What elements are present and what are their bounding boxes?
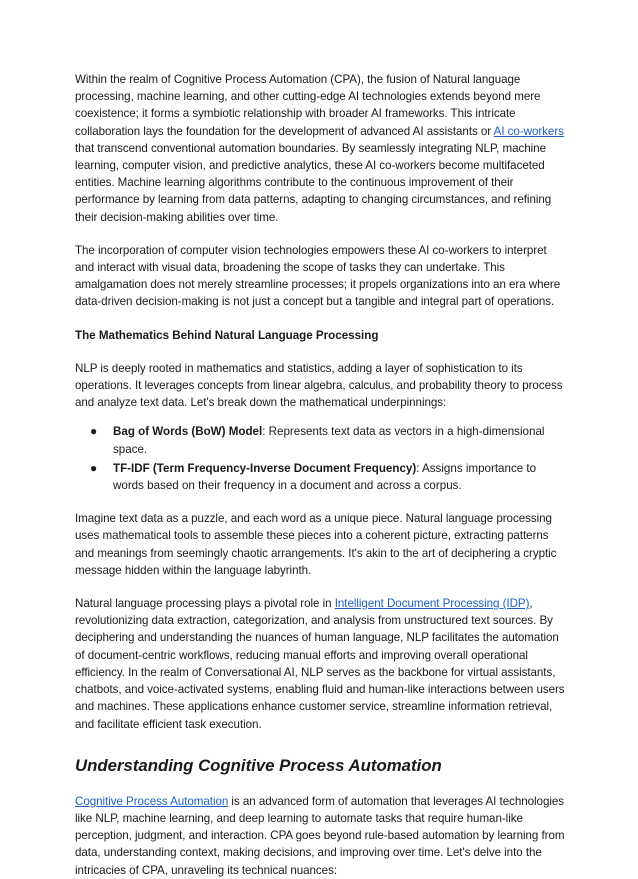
paragraph-nlp-math: NLP is deeply rooted in mathematics and statistics, adding a layer of sophistication to its operations. It leverages concepts from linear algebra, calculus, and probability theory to process and analyze text data. Let's break down the mathematical underpinnings: bbox=[75, 361, 563, 410]
heading-mathematics-nlp: The Mathematics Behind Natural Language Processing bbox=[75, 328, 379, 342]
paragraph-computer-vision: The incorporation of computer vision technologies empowers these AI co-workers to interpret and interact with visual data, broadening the scope of tasks they can undertake. This amalgamation does not merely streamline processes; it propels organizations into an era where data-driven decision-making is not just a concept but a tangible and integral part of operations. bbox=[75, 243, 561, 309]
list-item bbox=[90, 460, 568, 494]
cognitive-process-automation-link[interactable]: Cognitive Process Automation bbox=[75, 794, 229, 808]
paragraph-text: Natural language processing plays a pivotal role in bbox=[75, 597, 335, 611]
paragraph-text: that transcend conventional automation boundaries. By seamlessly integrating NLP, machine learning, computer vision, and predictive analytics, these AI co-workers become multifaceted entities. Machine learning algorithms contribute to the continuous improvement of their performance by learning from data patterns, adapting to changing circumstances, and refining their decision-making abilities over time. bbox=[75, 141, 552, 224]
paragraph-cpa-definition bbox=[75, 793, 568, 879]
list-item-desc: : Represents text data as vectors in a high-dimensional space. bbox=[113, 425, 545, 456]
list-item bbox=[90, 423, 568, 457]
paragraph-text: is an advanced form of automation that leverages AI technologies like NLP, machine learning, and deep learning to automate tasks that require human-like perception, judgment, and interaction. CPA goes beyond rule-based automation by learning from data, understanding context, making decisions, and improving over time. Let's delve into the intricacies of CPA, unraveling its technical nuances: bbox=[75, 794, 565, 877]
paragraph-puzzle: Imagine text data as a puzzle, and each word as a unique piece. Natural language processing uses mathematical tools to assemble these pieces into a coherent picture, extracting patterns and meanings from seemingly chaotic arrangements. It's akin to the art of deciphering a cryptic message hidden within the language labyrinth. bbox=[75, 512, 557, 577]
idp-link[interactable]: Intelligent Document Processing (IDP) bbox=[334, 597, 530, 611]
list-item-desc: : Assigns importance to words based on their frequency in a document and across a corpus. bbox=[113, 461, 537, 493]
paragraph-idp bbox=[75, 595, 568, 733]
heading-understanding-cpa: Understanding Cognitive Process Automation bbox=[75, 755, 442, 775]
paragraph-text: , revolutionizing data extraction, categorization, and analysis from unstructured text sources. By deciphering and understanding the nuances of human language, NLP facilitates the automation of document-centric workflows, reducing manual efforts and improving overall operational efficiency. In the realm of Conversational AI, NLP serves as the backbone for virtual assistants, chatbots, and voice-activated systems, enabling fluid and human-like interactions between users and machines. These applications enhance customer service, streamline information retrieval, and facilitate efficient task execution. bbox=[75, 597, 565, 731]
list-item-term: TF-IDF (Term Frequency-Inverse Document Frequency) bbox=[113, 461, 417, 475]
bullet-icon: ● bbox=[90, 424, 98, 439]
paragraph-text: Within the realm of Cognitive Process Automation (CPA), the fusion of Natural language processing, machine learning, and other cutting-edge AI technologies extends beyond mere coexistence; it forms a symbiotic relationship with broader AI frameworks. This intricate collaboration lays the foundation for the development of advanced AI assistants or bbox=[75, 73, 541, 138]
paragraph-cpa-fusion bbox=[75, 71, 568, 226]
bullet-list bbox=[75, 423, 568, 494]
bullet-icon: ● bbox=[90, 460, 98, 475]
list-item-term: Bag of Words (BoW) Model bbox=[113, 425, 263, 439]
ai-co-workers-link[interactable]: AI co-workers bbox=[493, 124, 564, 138]
